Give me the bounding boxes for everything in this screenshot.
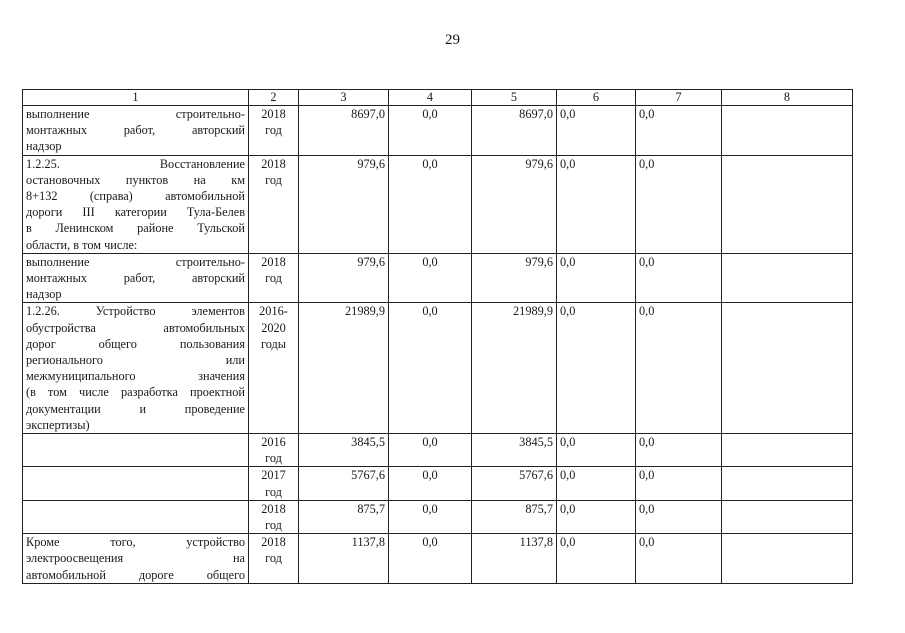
notes-cell bbox=[722, 303, 853, 434]
period-line: годы bbox=[260, 336, 287, 351]
description-cell bbox=[23, 434, 249, 467]
description-line: остановочных пунктов на км bbox=[26, 172, 245, 187]
period-line: 2020 bbox=[261, 320, 286, 335]
description-line: 1.2.26. Устройство элементов bbox=[26, 304, 245, 319]
period-line: 2016- bbox=[259, 304, 288, 319]
period-cell bbox=[249, 500, 299, 533]
other-cell: 0,0 bbox=[636, 303, 722, 434]
table-row bbox=[23, 106, 853, 156]
header-cell: 6 bbox=[557, 90, 636, 106]
description-line: экспертизы) bbox=[26, 417, 90, 432]
description-line: монтажных работ, авторский bbox=[26, 271, 245, 286]
period-line: 2018 bbox=[261, 254, 286, 269]
period-line: год bbox=[265, 271, 282, 286]
municipal-cell: 0,0 bbox=[557, 155, 636, 253]
description-line: регионального или bbox=[26, 353, 245, 368]
total-cell: 21989,9 bbox=[299, 303, 389, 434]
description-line: монтажных работ, авторский bbox=[26, 123, 245, 138]
notes-cell bbox=[722, 500, 853, 533]
period-line: год bbox=[265, 172, 282, 187]
budget-table bbox=[22, 89, 853, 584]
description-line: надзор bbox=[26, 287, 62, 302]
federal-cell: 0,0 bbox=[389, 155, 472, 253]
header-cell: 3 bbox=[299, 90, 389, 106]
header-cell: 2 bbox=[249, 90, 299, 106]
period-line: 2018 bbox=[261, 107, 286, 121]
period-line: год bbox=[265, 484, 282, 499]
header-cell: 5 bbox=[472, 90, 557, 106]
notes-cell bbox=[722, 467, 853, 500]
description-line: межмуниципального значения bbox=[26, 369, 245, 384]
period-cell bbox=[249, 253, 299, 303]
description-line: (в том числе разработка проектной bbox=[26, 385, 245, 400]
header-cell: 8 bbox=[722, 90, 853, 106]
description-cell bbox=[23, 303, 249, 434]
other-cell: 0,0 bbox=[636, 534, 722, 584]
description-cell bbox=[23, 534, 249, 584]
regional-cell: 979,6 bbox=[472, 155, 557, 253]
description-line: выполнение строительно- bbox=[26, 107, 245, 121]
federal-cell: 0,0 bbox=[389, 434, 472, 467]
regional-cell: 3845,5 bbox=[472, 434, 557, 467]
period-line: 2017 bbox=[261, 468, 286, 483]
description-cell bbox=[23, 106, 249, 156]
municipal-cell: 0,0 bbox=[557, 467, 636, 500]
regional-cell: 8697,0 bbox=[472, 106, 557, 156]
description-line: надзор bbox=[26, 139, 62, 154]
period-cell bbox=[249, 434, 299, 467]
header-row bbox=[23, 90, 853, 106]
notes-cell bbox=[722, 253, 853, 303]
description-line: выполнение строительно- bbox=[26, 254, 245, 269]
description-line: автомобильной дороге общего bbox=[26, 567, 245, 582]
total-cell: 3845,5 bbox=[299, 434, 389, 467]
period-line: год bbox=[265, 123, 282, 138]
municipal-cell: 0,0 bbox=[557, 303, 636, 434]
federal-cell: 0,0 bbox=[389, 253, 472, 303]
regional-cell: 1137,8 bbox=[472, 534, 557, 584]
period-line: 2016 bbox=[261, 435, 286, 450]
table-row bbox=[23, 500, 853, 533]
notes-cell bbox=[722, 155, 853, 253]
municipal-cell: 0,0 bbox=[557, 106, 636, 156]
table-row bbox=[23, 534, 853, 584]
period-cell bbox=[249, 303, 299, 434]
other-cell: 0,0 bbox=[636, 500, 722, 533]
notes-cell bbox=[722, 434, 853, 467]
other-cell: 0,0 bbox=[636, 155, 722, 253]
period-line: 2018 bbox=[261, 535, 286, 550]
other-cell: 0,0 bbox=[636, 253, 722, 303]
period-cell bbox=[249, 467, 299, 500]
total-cell: 979,6 bbox=[299, 253, 389, 303]
municipal-cell: 0,0 bbox=[557, 253, 636, 303]
total-cell: 5767,6 bbox=[299, 467, 389, 500]
federal-cell: 0,0 bbox=[389, 106, 472, 156]
other-cell: 0,0 bbox=[636, 434, 722, 467]
federal-cell: 0,0 bbox=[389, 534, 472, 584]
table-row bbox=[23, 467, 853, 500]
notes-cell bbox=[722, 534, 853, 584]
description-cell bbox=[23, 500, 249, 533]
description-cell bbox=[23, 155, 249, 253]
page-number: 29 bbox=[445, 32, 460, 48]
period-line: 2018 bbox=[261, 501, 286, 516]
regional-cell: 979,6 bbox=[472, 253, 557, 303]
period-line: год bbox=[265, 518, 282, 533]
table-row bbox=[23, 434, 853, 467]
description-line: 8+132 (справа) автомобильной bbox=[26, 189, 245, 204]
period-line: год bbox=[265, 551, 282, 566]
period-cell bbox=[249, 534, 299, 584]
description-line: 1.2.25. Восстановление bbox=[26, 156, 245, 171]
header-cell: 4 bbox=[389, 90, 472, 106]
table-row bbox=[23, 253, 853, 303]
federal-cell: 0,0 bbox=[389, 500, 472, 533]
header-cell: 1 bbox=[23, 90, 249, 106]
description-cell bbox=[23, 467, 249, 500]
regional-cell: 21989,9 bbox=[472, 303, 557, 434]
municipal-cell: 0,0 bbox=[557, 500, 636, 533]
period-line: год bbox=[265, 451, 282, 466]
total-cell: 8697,0 bbox=[299, 106, 389, 156]
municipal-cell: 0,0 bbox=[557, 534, 636, 584]
total-cell: 875,7 bbox=[299, 500, 389, 533]
table-row bbox=[23, 303, 853, 434]
period-cell bbox=[249, 106, 299, 156]
description-line: в Ленинском районе Тульской bbox=[26, 221, 245, 236]
description-line: обустройства автомобильных bbox=[26, 320, 245, 335]
municipal-cell: 0,0 bbox=[557, 434, 636, 467]
description-cell bbox=[23, 253, 249, 303]
description-line: области, в том числе: bbox=[26, 237, 138, 252]
description-line: электроосвещения на bbox=[26, 551, 245, 566]
description-line: документации и проведение bbox=[26, 401, 245, 416]
other-cell: 0,0 bbox=[636, 467, 722, 500]
total-cell: 979,6 bbox=[299, 155, 389, 253]
regional-cell: 875,7 bbox=[472, 500, 557, 533]
period-line: 2018 bbox=[261, 156, 286, 171]
federal-cell: 0,0 bbox=[389, 467, 472, 500]
description-line: дороги III категории Тула-Белев bbox=[26, 205, 245, 220]
table-row bbox=[23, 155, 853, 253]
total-cell: 1137,8 bbox=[299, 534, 389, 584]
period-cell bbox=[249, 155, 299, 253]
federal-cell: 0,0 bbox=[389, 303, 472, 434]
other-cell: 0,0 bbox=[636, 106, 722, 156]
notes-cell bbox=[722, 106, 853, 156]
description-line: Кроме того, устройство bbox=[26, 535, 245, 550]
description-line: дорог общего пользования bbox=[26, 336, 245, 351]
regional-cell: 5767,6 bbox=[472, 467, 557, 500]
header-cell: 7 bbox=[636, 90, 722, 106]
